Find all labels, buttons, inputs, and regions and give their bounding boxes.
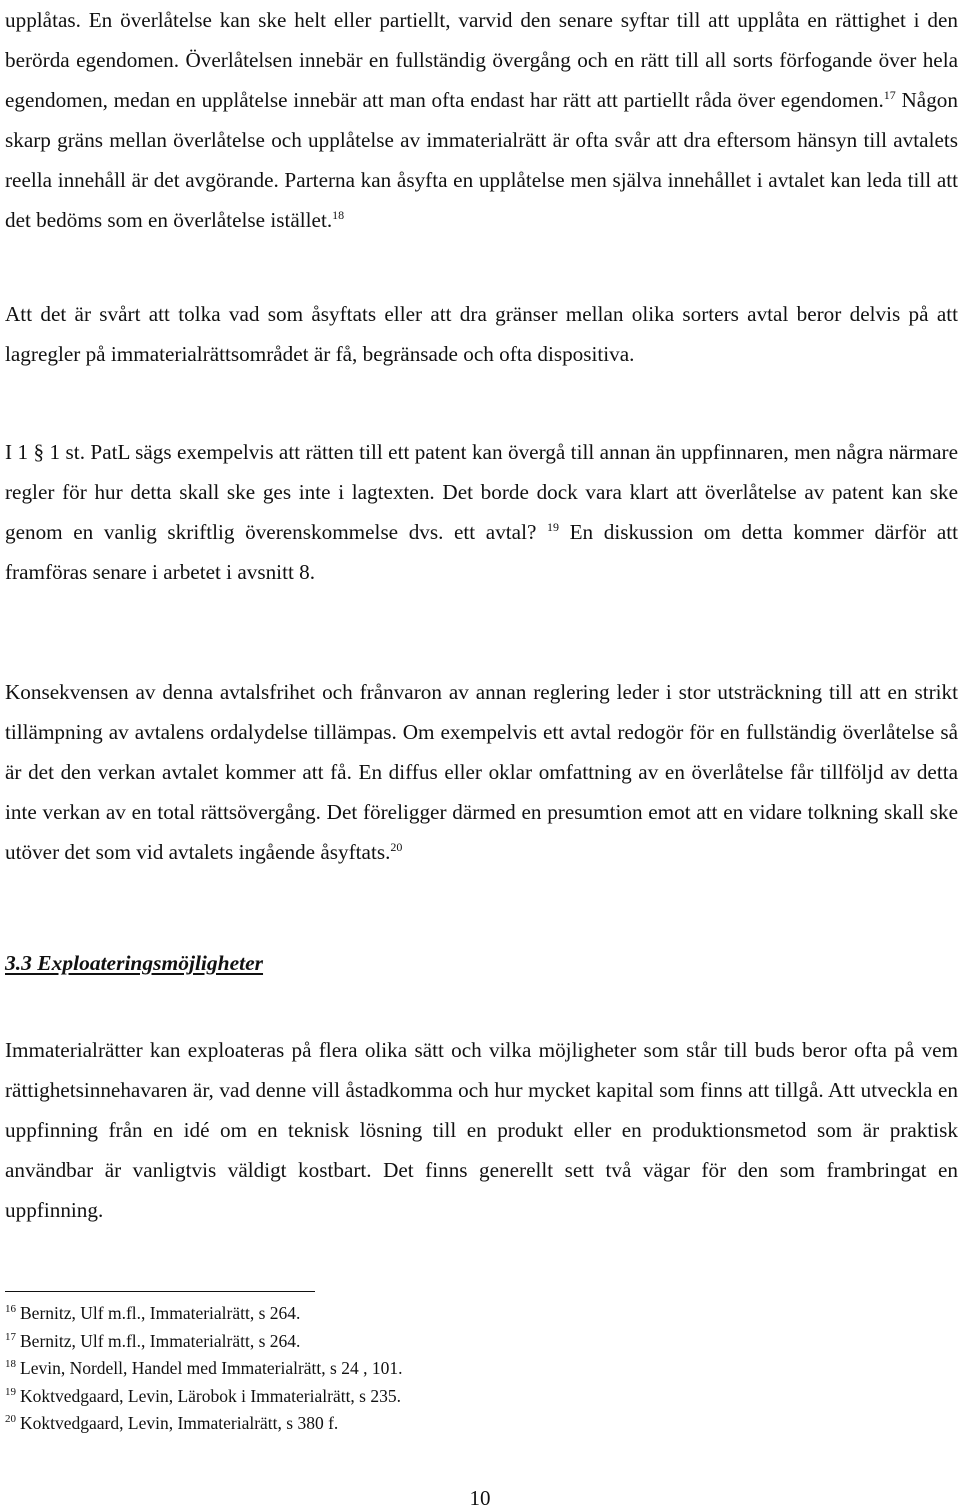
footnote-text: Koktvedgaard, Levin, Immaterialrätt, s 380 f. xyxy=(20,1413,339,1433)
footnote-ref[interactable]: 20 xyxy=(390,839,403,854)
paragraph-text: upplåtas. En överlåtelse kan ske helt eller partiellt, varvid den senare syftar till att upplåta en rättighet i den berörda egendomen. Överlåtelsen innebär en fullständig övergång och en rätt till all sorts förfogande över hela egendomen, medan en upplåtelse innebär att man ofta endast har rätt att partiellt råda över egendomen. xyxy=(5,8,958,112)
footnote-item xyxy=(5,1383,402,1411)
paragraph-text: I 1 § 1 st. PatL sägs exempelvis att rätten till ett patent kan övergå till annan än uppfinnaren, men några närmare regler för hur detta skall ske ges inte i lagtexten. Det borde dock vara klart att överlåtelse av patent kan ske genom en vanlig skriftlig överenskommelse dvs. ett avtal? xyxy=(5,440,958,544)
footnote-item xyxy=(5,1355,402,1383)
footnote-number: 16 xyxy=(5,1303,16,1316)
footnote-item xyxy=(5,1328,402,1356)
paragraph-text: En diskussion om detta kommer därför att framföras senare i arbetet i avsnitt 8. xyxy=(5,520,958,584)
body-paragraph xyxy=(5,1030,958,1230)
footnote-number: 17 xyxy=(5,1330,16,1343)
footnote-text: Bernitz, Ulf m.fl., Immaterialrätt, s 264. xyxy=(20,1303,301,1323)
footnote-number: 20 xyxy=(5,1413,16,1426)
footnote-divider xyxy=(5,1291,315,1292)
footnote-list xyxy=(5,1300,402,1438)
footnote-ref[interactable]: 17 xyxy=(883,87,896,102)
footnote-text: Levin, Nordell, Handel med Immaterialrätt, s 24 , 101. xyxy=(20,1358,403,1378)
footnote-ref[interactable]: 18 xyxy=(332,207,345,222)
footnote-text: Bernitz, Ulf m.fl., Immaterialrätt, s 264. xyxy=(20,1330,301,1351)
paragraph-text: Någon skarp gräns mellan överlåtelse och upplåtelse av immaterialrätt är ofta svår att dra eftersom hänsyn till avtalets reella innehåll är det avgörande. Parterna kan åsyfta en upplåtelse men själva innehållet i avtalet kan leda till att det bedöms som en överlåtelse istället. xyxy=(5,88,958,232)
body-paragraph xyxy=(5,432,958,592)
paragraph-text: Att det är svårt att tolka vad som åsyftats eller att dra gränser mellan olika sorters avtal beror delvis på att lagregler på immaterialrättsområdet är få, begränsade och ofta dispositiva. xyxy=(5,302,958,366)
paragraph-text: Konsekvensen av denna avtalsfrihet och frånvaron av annan reglering leder i stor utsträckning till att en strikt tillämpning av avtalens ordalydelse tillämpas. Om exempelvis ett avtal redogör för en fullständig överlåtelse så är det den verkan avtalet kommer att få. En diffus eller oklar omfattning av en överlåtelse får tillföljd av detta inte verkan av en total rättsövergång. Det föreligger därmed en presumtion emot att en vidare tolkning skall ske utöver det som vid avtalets ingående åsyftats. xyxy=(5,680,958,864)
body-paragraph xyxy=(5,0,958,240)
page-number: 10 xyxy=(469,1486,491,1510)
body-paragraph xyxy=(5,672,958,872)
footnote-number: 19 xyxy=(5,1385,16,1398)
footnote-item xyxy=(5,1300,402,1328)
paragraph-text: Immaterialrätter kan exploateras på flera olika sätt och vilka möjligheter som står till buds beror ofta på vem rättighetsinnehavaren är, vad denne vill åstadkomma och hur mycket kapital som finns att tillgå. Att utveckla en uppfinning från en idé om en teknisk lösning till en produkt eller en produktionsmetod som är praktisk användbar är vanligtvis väldigt kostbart. Det finns generellt sett två vägar för den som frambringat en uppfinning. xyxy=(5,1038,958,1222)
footnote-number: 18 xyxy=(5,1358,16,1371)
footnote-item xyxy=(5,1410,402,1438)
footnote-ref[interactable]: 19 xyxy=(546,519,559,534)
section-heading: 3.3 Exploateringsmöjligheter xyxy=(5,951,264,975)
footnote-text: Koktvedgaard, Levin, Lärobok i Immaterialrätt, s 235. xyxy=(20,1385,401,1406)
body-paragraph xyxy=(5,294,958,374)
